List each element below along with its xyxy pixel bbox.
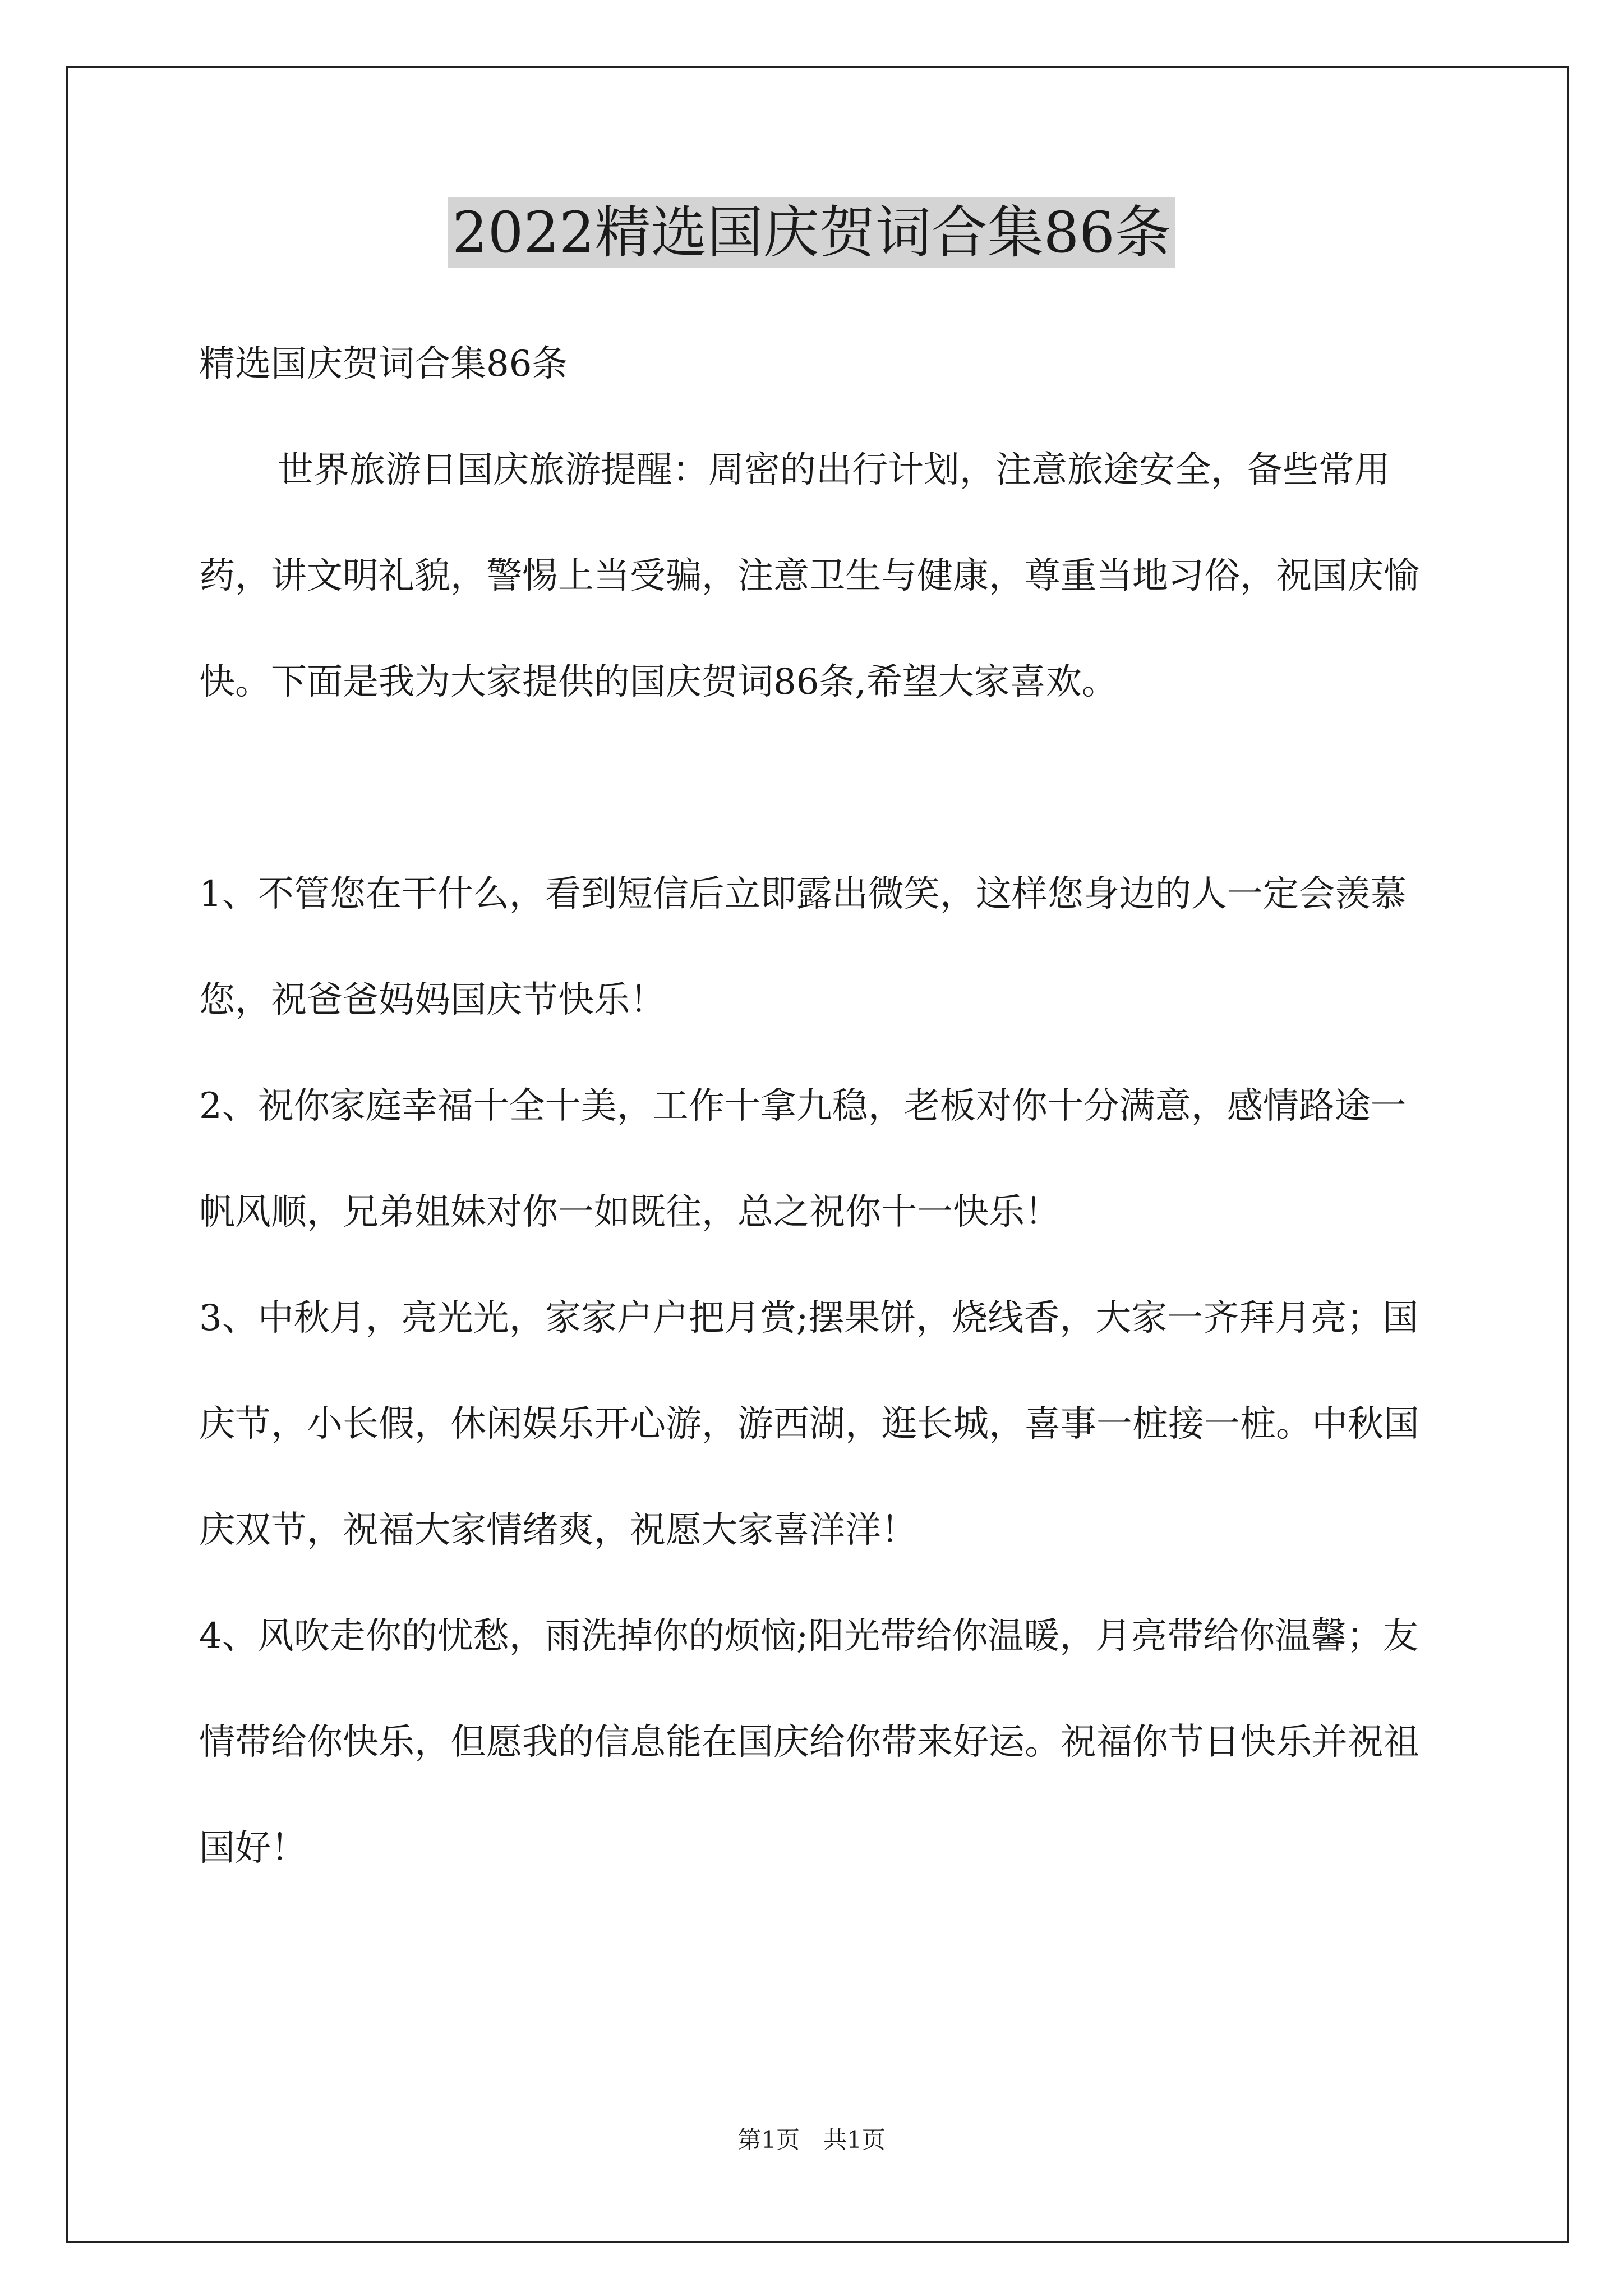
- document-title-text: 2022精选国庆贺词合集86条: [448, 197, 1175, 268]
- document-body: [199, 311, 1433, 1902]
- document-subtitle: 精选国庆贺词合集86条: [199, 343, 568, 385]
- list-item-1: 1、不管您在干什么，看到短信后立即露出微笑，这样您身边的人一定会羡慕您，祝爸爸妈妈国庆节快乐！: [199, 873, 1407, 1021]
- list-item-3: 3、中秋月，亮光光，家家户户把月赏;摆果饼，烧线香，大家一齐拜月亮；国庆节，小长假，休闲娱乐开心游，游西湖，逛长城，喜事一桩接一桩。中秋国庆双节，祝福大家情绪爽，祝愿大家喜洋洋！: [199, 1297, 1419, 1551]
- list-item-4: 4、风吹走你的忧愁，雨洗掉你的烦恼;阳光带给你温暖，月亮带给你温馨；友情带给你快乐，但愿我的信息能在国庆给你带来好运。祝福你节日快乐并祝祖国好！: [199, 1616, 1419, 1869]
- blank-line: [199, 735, 1433, 841]
- page-number-footer: 第1页 共1页: [737, 2126, 886, 2154]
- intro-paragraph: 世界旅游日国庆旅游提醒：周密的出行计划，注意旅途安全，备些常用药，讲文明礼貌，警惕上当受骗，注意卫生与健康，尊重当地习俗，祝国庆愉快。下面是我为大家提供的国庆贺词86条,希望大家喜欢。: [199, 449, 1419, 703]
- list-item-2: 2、祝你家庭幸福十全十美，工作十拿九稳，老板对你十分满意，感情路途一帆风顺，兄弟姐妹对你一如既往，总之祝你十一快乐！: [199, 1085, 1407, 1233]
- document-title: [0, 199, 1623, 266]
